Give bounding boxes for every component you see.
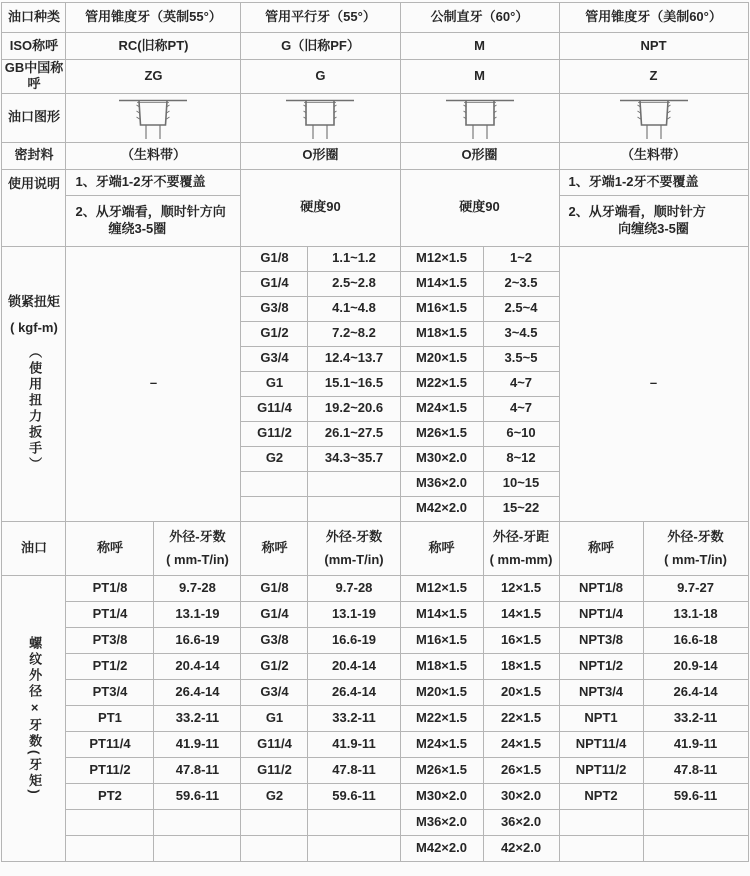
npt-value <box>643 809 748 835</box>
torque-m-size: M36×2.0 <box>400 471 483 496</box>
figure-g-cell <box>241 93 400 142</box>
header-name: 外径-牙数 <box>667 529 724 544</box>
pt-size: PT11/2 <box>66 757 154 783</box>
m-size: M30×2.0 <box>400 783 483 809</box>
g-value: 13.1-19 <box>308 601 400 627</box>
header-name: 称呼 <box>588 540 615 555</box>
torque-g-value: 7.2~8.2 <box>308 321 400 346</box>
row-label-iso: ISO称呼 <box>2 33 66 60</box>
iso-g: G（旧称PF） <box>241 33 400 60</box>
kind-g: 管用平行牙（55°） <box>241 3 400 33</box>
gb-rc: ZG <box>66 60 241 94</box>
npt-size <box>559 835 643 861</box>
torque-g-size: G1/2 <box>241 321 308 346</box>
header-name: 外径-牙数 <box>169 529 226 544</box>
g-value: 47.8-11 <box>308 757 400 783</box>
g-value: 59.6-11 <box>308 783 400 809</box>
g-size <box>241 809 308 835</box>
torque-g-size: G1 <box>241 371 308 396</box>
thread-row <box>2 679 748 705</box>
g-size: G3/8 <box>241 627 308 653</box>
torque-g-value <box>308 471 400 496</box>
usage-npt-line1: 1、牙端1-2牙不要覆盖 <box>559 169 748 195</box>
torque-g-size <box>241 496 308 521</box>
port-header-g-name <box>241 521 308 575</box>
torque-m-value: 4~7 <box>483 396 559 421</box>
usage-rc-line2-cell <box>66 195 241 246</box>
g-size: G11/4 <box>241 731 308 757</box>
torque-g-size: G1/4 <box>241 271 308 296</box>
pt-size: PT1 <box>66 705 154 731</box>
port-header-g-od <box>308 521 400 575</box>
header-name: 外径-牙距 <box>492 529 550 544</box>
header-name: 称呼 <box>261 540 288 555</box>
g-size: G1 <box>241 705 308 731</box>
g-value: 16.6-19 <box>308 627 400 653</box>
m-size: M14×1.5 <box>400 601 483 627</box>
torque-g-value: 26.1~27.5 <box>308 421 400 446</box>
pt-value: 16.6-19 <box>154 627 241 653</box>
usage-npt-line3: 向缠绕3-5圈 <box>618 220 689 236</box>
torque-m-size: M16×1.5 <box>400 296 483 321</box>
pt-value: 59.6-11 <box>154 783 241 809</box>
torque-m-size: M14×1.5 <box>400 271 483 296</box>
m-value: 42×2.0 <box>483 835 559 861</box>
gb-npt: Z <box>559 60 748 94</box>
pt-value <box>154 809 241 835</box>
g-value: 33.2-11 <box>308 705 400 731</box>
torque-m-size: M42×2.0 <box>400 496 483 521</box>
m-value: 18×1.5 <box>483 653 559 679</box>
g-value <box>308 835 400 861</box>
pt-value <box>154 835 241 861</box>
npt-size: NPT3/4 <box>559 679 643 705</box>
pt-size <box>66 835 154 861</box>
port-header-npt-od <box>643 521 748 575</box>
row-port-kind <box>2 3 748 33</box>
header-name: 外径-牙数 <box>325 529 383 544</box>
port-header-rc-od <box>154 521 241 575</box>
g-size: G1/4 <box>241 601 308 627</box>
iso-m: M <box>400 33 559 60</box>
port-diagram-icon <box>280 96 360 140</box>
gb-g: G <box>241 60 400 94</box>
torque-g-size: G3/4 <box>241 346 308 371</box>
pt-value: 20.4-14 <box>154 653 241 679</box>
m-size: M20×1.5 <box>400 679 483 705</box>
g-value: 26.4-14 <box>308 679 400 705</box>
torque-g-value: 12.4~13.7 <box>308 346 400 371</box>
figure-m-cell <box>400 93 559 142</box>
m-value: 20×1.5 <box>483 679 559 705</box>
npt-value: 16.6-18 <box>643 627 748 653</box>
row-label-figure: 油口图形 <box>2 93 66 142</box>
torque-g-size <box>241 471 308 496</box>
g-value: 9.7-28 <box>308 575 400 601</box>
npt-size: NPT11/2 <box>559 757 643 783</box>
port-header-rc-name <box>66 521 154 575</box>
kind-npt: 管用锥度牙（美制60°） <box>559 3 748 33</box>
header-name: 称呼 <box>428 540 455 555</box>
pt-size <box>66 809 154 835</box>
pt-value: 47.8-11 <box>154 757 241 783</box>
iso-rc: RC(旧称PT) <box>66 33 241 60</box>
usage-rc-line3: 缠绕3-5圈 <box>108 220 167 236</box>
torque-rc-dash: – <box>66 246 241 521</box>
m-size: M12×1.5 <box>400 575 483 601</box>
torque-g-size: G1/8 <box>241 246 308 271</box>
gb-m: M <box>400 60 559 94</box>
port-header-m-name <box>400 521 483 575</box>
torque-m-size: M22×1.5 <box>400 371 483 396</box>
pt-size: PT2 <box>66 783 154 809</box>
pt-value: 26.4-14 <box>154 679 241 705</box>
usage-rc-line1: 1、牙端1-2牙不要覆盖 <box>66 169 241 195</box>
row-label-seal: 密封料 <box>2 142 66 169</box>
figure-npt-cell <box>559 93 748 142</box>
torque-m-value: 3~4.5 <box>483 321 559 346</box>
torque-m-size: M26×1.5 <box>400 421 483 446</box>
m-size: M16×1.5 <box>400 627 483 653</box>
thread-row <box>2 809 748 835</box>
thread-row <box>2 783 748 809</box>
seal-m: O形圈 <box>400 142 559 169</box>
kind-rc: 管用锥度牙（英制55°） <box>66 3 241 33</box>
usage-g: 硬度90 <box>241 169 400 246</box>
torque-m-value: 8~12 <box>483 446 559 471</box>
torque-label-tool: （使用扭力扳手） <box>27 344 43 473</box>
g-value: 20.4-14 <box>308 653 400 679</box>
npt-size: NPT1/8 <box>559 575 643 601</box>
npt-size: NPT1/4 <box>559 601 643 627</box>
torque-m-value: 15~22 <box>483 496 559 521</box>
torque-g-value: 4.1~4.8 <box>308 296 400 321</box>
thread-row <box>2 653 748 679</box>
pt-value: 33.2-11 <box>154 705 241 731</box>
m-size: M36×2.0 <box>400 809 483 835</box>
torque-m-value: 4~7 <box>483 371 559 396</box>
port-header-m-od <box>483 521 559 575</box>
torque-g-size: G2 <box>241 446 308 471</box>
pt-size: PT1/8 <box>66 575 154 601</box>
g-size <box>241 835 308 861</box>
pt-value: 13.1-19 <box>154 601 241 627</box>
npt-value: 9.7-27 <box>643 575 748 601</box>
npt-value: 41.9-11 <box>643 731 748 757</box>
seal-npt: （生料带） <box>559 142 748 169</box>
npt-size: NPT1/2 <box>559 653 643 679</box>
thread-row <box>2 705 748 731</box>
m-size: M42×2.0 <box>400 835 483 861</box>
thread-row <box>2 731 748 757</box>
m-value: 24×1.5 <box>483 731 559 757</box>
g-size: G11/2 <box>241 757 308 783</box>
torque-row <box>2 246 748 271</box>
usage-m: 硬度90 <box>400 169 559 246</box>
thread-spec-table <box>1 2 748 862</box>
torque-g-value: 2.5~2.8 <box>308 271 400 296</box>
npt-value: 20.9-14 <box>643 653 748 679</box>
thread-row <box>2 757 748 783</box>
port-diagram-icon <box>440 96 520 140</box>
g-value: 41.9-11 <box>308 731 400 757</box>
m-size: M22×1.5 <box>400 705 483 731</box>
figure-rc-cell <box>66 93 241 142</box>
row-gb-name <box>2 60 748 94</box>
iso-npt: NPT <box>559 33 748 60</box>
row-iso-name <box>2 33 748 60</box>
port-diagram-icon <box>113 96 193 140</box>
row-port-header <box>2 521 748 575</box>
npt-size: NPT3/8 <box>559 627 643 653</box>
torque-m-value: 3.5~5 <box>483 346 559 371</box>
g-size: G3/4 <box>241 679 308 705</box>
torque-m-value: 2.5~4 <box>483 296 559 321</box>
pt-size: PT3/8 <box>66 627 154 653</box>
row-label-port: 油口 <box>2 521 66 575</box>
g-size: G1/2 <box>241 653 308 679</box>
torque-g-value: 19.2~20.6 <box>308 396 400 421</box>
torque-g-value: 34.3~35.7 <box>308 446 400 471</box>
torque-g-value: 1.1~1.2 <box>308 246 400 271</box>
npt-size <box>559 809 643 835</box>
m-size: M18×1.5 <box>400 653 483 679</box>
row-usage-1 <box>2 169 748 195</box>
torque-m-value: 2~3.5 <box>483 271 559 296</box>
seal-rc: （生料带） <box>66 142 241 169</box>
torque-label-title: 锁紧扭矩 <box>7 294 60 310</box>
header-name: 称呼 <box>96 540 123 555</box>
pt-value: 9.7-28 <box>154 575 241 601</box>
m-value: 12×1.5 <box>483 575 559 601</box>
row-label-torque <box>2 246 66 521</box>
torque-m-size: M30×2.0 <box>400 446 483 471</box>
torque-m-size: M18×1.5 <box>400 321 483 346</box>
torque-g-value: 15.1~16.5 <box>308 371 400 396</box>
m-value: 30×2.0 <box>483 783 559 809</box>
npt-value: 26.4-14 <box>643 679 748 705</box>
npt-size: NPT2 <box>559 783 643 809</box>
torque-label-unit: ( kgf-m) <box>10 319 58 335</box>
row-label-gb: GB中国称呼 <box>2 60 66 94</box>
seal-g: O形圈 <box>241 142 400 169</box>
npt-value: 47.8-11 <box>643 757 748 783</box>
kind-m: 公制直牙（60°） <box>400 3 559 33</box>
row-seal <box>2 142 748 169</box>
row-label-thread-od <box>2 575 66 861</box>
row-label-usage: 使用说明 <box>2 169 66 246</box>
npt-value: 33.2-11 <box>643 705 748 731</box>
m-value: 14×1.5 <box>483 601 559 627</box>
npt-value: 59.6-11 <box>643 783 748 809</box>
m-value: 16×1.5 <box>483 627 559 653</box>
torque-m-size: M20×1.5 <box>400 346 483 371</box>
m-value: 22×1.5 <box>483 705 559 731</box>
header-unit: ( mm-T/in) <box>166 552 229 567</box>
header-unit: (mm-T/in) <box>324 552 384 567</box>
pt-size: PT1/2 <box>66 653 154 679</box>
torque-m-size: M24×1.5 <box>400 396 483 421</box>
npt-size: NPT1 <box>559 705 643 731</box>
thread-od-vertical-label: 螺纹外径×牙数(牙矩) <box>27 635 43 797</box>
g-size: G2 <box>241 783 308 809</box>
torque-g-size: G11/2 <box>241 421 308 446</box>
g-value <box>308 809 400 835</box>
npt-size: NPT11/4 <box>559 731 643 757</box>
thread-row <box>2 601 748 627</box>
usage-npt-line2: 2、从牙端看，顺时针方 <box>568 204 706 220</box>
pt-size: PT3/4 <box>66 679 154 705</box>
npt-value: 13.1-18 <box>643 601 748 627</box>
thread-row <box>2 575 748 601</box>
torque-npt-dash: – <box>559 246 748 521</box>
usage-rc-line2: 2、从牙端看，顺时针方向 <box>75 204 226 220</box>
torque-g-size: G3/8 <box>241 296 308 321</box>
row-port-figure <box>2 93 748 142</box>
pt-value: 41.9-11 <box>154 731 241 757</box>
torque-m-value: 1~2 <box>483 246 559 271</box>
g-size: G1/8 <box>241 575 308 601</box>
m-size: M24×1.5 <box>400 731 483 757</box>
header-unit: ( mm-mm) <box>489 552 553 567</box>
port-diagram-icon <box>614 96 694 140</box>
torque-m-value: 6~10 <box>483 421 559 446</box>
thread-row <box>2 627 748 653</box>
pt-size: PT1/4 <box>66 601 154 627</box>
m-value: 26×1.5 <box>483 757 559 783</box>
torque-g-value <box>308 496 400 521</box>
port-header-npt-name <box>559 521 643 575</box>
m-value: 36×2.0 <box>483 809 559 835</box>
pt-size: PT11/4 <box>66 731 154 757</box>
usage-npt-line2-cell <box>559 195 748 246</box>
row-label-port-kind: 油口种类 <box>2 3 66 33</box>
torque-m-value: 10~15 <box>483 471 559 496</box>
m-size: M26×1.5 <box>400 757 483 783</box>
thread-row <box>2 835 748 861</box>
header-unit: ( mm-T/in) <box>664 552 727 567</box>
torque-m-size: M12×1.5 <box>400 246 483 271</box>
npt-value <box>643 835 748 861</box>
torque-g-size: G11/4 <box>241 396 308 421</box>
